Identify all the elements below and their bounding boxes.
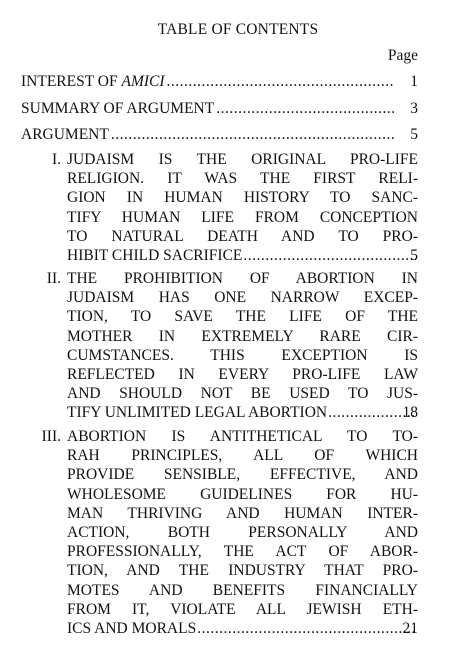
toc-entry-page: 3 bbox=[410, 100, 418, 117]
section-heading-last-line: ICS AND MORALS ..... bbox=[67, 620, 418, 639]
dot-leader bbox=[197, 620, 416, 638]
section-number: I. bbox=[51, 151, 61, 168]
toc-entry-title: SUMMARY OF ARGUMENT bbox=[21, 100, 215, 117]
section-heading bbox=[67, 270, 418, 424]
section-heading-line: PROFESSIONALLY, THE ACT OF ABOR- bbox=[67, 543, 418, 561]
section-heading-line: RAH PRINCIPLES, ALL OF WHICH bbox=[67, 447, 418, 465]
toc-section-1[interactable] bbox=[21, 151, 418, 267]
toc-entry-title: ARGUMENT bbox=[21, 126, 109, 143]
section-heading-line: JUDAISM IS THE ORIGINAL PRO-LIFE bbox=[67, 151, 418, 168]
toc-entry-page: 18 bbox=[402, 404, 418, 421]
section-heading-line: MOTHER IN EXTREMELY RARE CIR- bbox=[67, 327, 418, 345]
section-heading-line: WHOLESOME GUIDELINES FOR HU- bbox=[67, 485, 418, 503]
dot-leader bbox=[216, 100, 394, 118]
section-heading-line: JUDAISM HAS ONE NARROW EXCEP- bbox=[67, 289, 418, 307]
section-heading-line: CUMSTANCES. THIS EXCEPTION IS bbox=[67, 346, 418, 364]
section-heading bbox=[67, 428, 418, 639]
toc-title: TABLE OF CONTENTS bbox=[157, 21, 319, 38]
section-heading bbox=[67, 151, 418, 266]
dot-leader bbox=[243, 247, 416, 265]
section-heading-line: AND SHOULD NOT BE USED TO JUS- bbox=[67, 385, 418, 403]
section-heading-line: ABORTION IS ANTITHETICAL TO TO- bbox=[67, 428, 418, 445]
toc-entry-page: 5 bbox=[410, 247, 418, 264]
section-heading-line: REFLECTED IN EVERY PRO-LIFE LAW bbox=[67, 365, 418, 383]
section-heading-line: TION, AND THE INDUSTRY THAT PRO- bbox=[67, 562, 418, 580]
section-number: II. bbox=[46, 270, 61, 287]
section-heading-last-line: HIBIT CHILD SACRIFICE ..... bbox=[67, 247, 418, 266]
section-number: III. bbox=[41, 428, 61, 445]
section-heading-line: MAN THRIVING AND HUMAN INTER- bbox=[67, 504, 418, 522]
toc-entry-argument[interactable] bbox=[21, 126, 418, 144]
page-column-label: Page bbox=[387, 47, 418, 64]
dot-leader bbox=[111, 126, 394, 144]
section-heading-line: TO NATURAL DEATH AND TO PRO- bbox=[67, 227, 418, 245]
section-heading-line: ACTION, BOTH PERSONALLY AND bbox=[67, 523, 418, 541]
toc-entry-page: 1 bbox=[410, 73, 418, 90]
section-heading-line: RELIGION. IT WAS THE FIRST RELI- bbox=[67, 170, 418, 188]
section-heading-line: MOTES AND BENEFITS FINANCIALLY bbox=[67, 581, 418, 599]
toc-entry-page: 5 bbox=[410, 126, 418, 143]
section-heading-line: TIFY HUMAN LIFE FROM CONCEPTION bbox=[67, 208, 418, 226]
section-heading-line: GION IN HUMAN HISTORY TO SANC- bbox=[67, 189, 418, 207]
section-heading-line: FROM IT, VIOLATE ALL JEWISH ETH- bbox=[67, 600, 418, 618]
section-heading-last-line: TIFY UNLIMITED LEGAL ABORTION ..... bbox=[67, 404, 418, 423]
toc-entry-interest-of-amici[interactable] bbox=[21, 73, 418, 91]
toc-section-3[interactable] bbox=[21, 428, 418, 642]
section-heading-line: TION, TO SAVE THE LIFE OF THE bbox=[67, 308, 418, 326]
toc-entry-page: 21 bbox=[402, 620, 418, 637]
section-heading-line: PROVIDE SENSIBLE, EFFECTIVE, AND bbox=[67, 466, 418, 484]
toc-section-2[interactable] bbox=[21, 270, 418, 426]
section-heading-line: THE PROHIBITION OF ABORTION IN bbox=[67, 270, 418, 287]
dot-leader bbox=[167, 73, 394, 91]
toc-entry-title: INTEREST OF AMICI bbox=[21, 73, 165, 90]
toc-entry-summary-of-argument[interactable] bbox=[21, 100, 418, 118]
